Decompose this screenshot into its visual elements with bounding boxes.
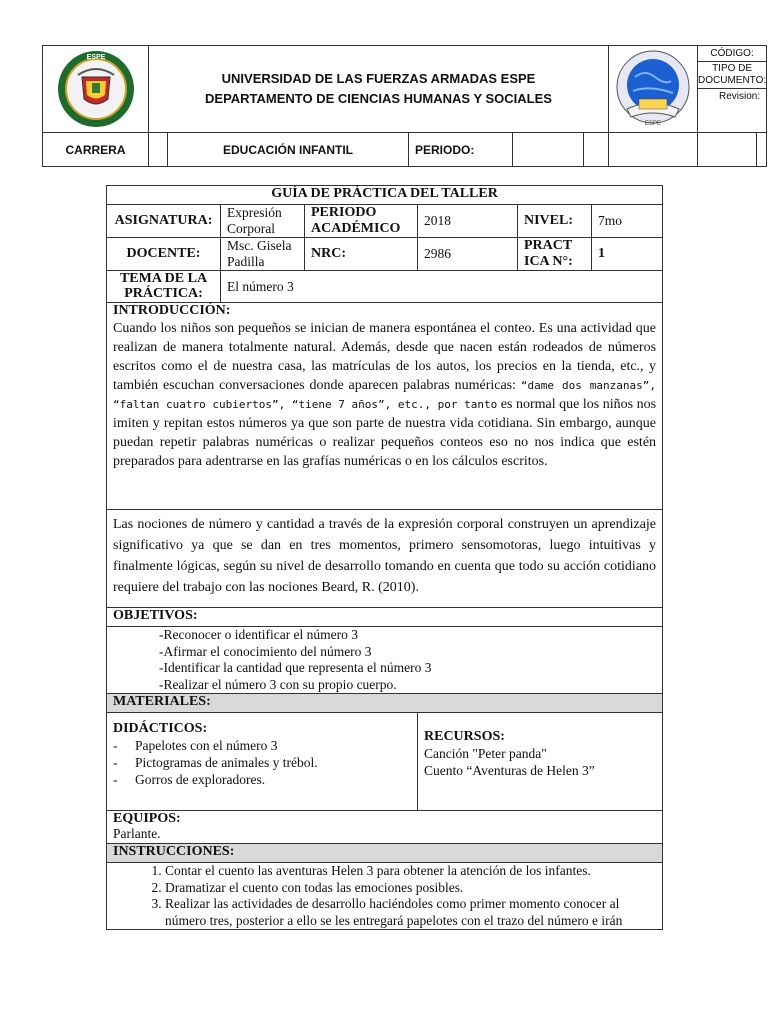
nivel-value: 7mo	[592, 205, 663, 238]
recurso-item: Cuento “Aventuras de Helen 3”	[424, 763, 595, 778]
list-item: 2. Dramatizar el cuento con todas las emociones posibles.	[165, 880, 656, 897]
objetivos-heading: OBJETIVOS:	[107, 608, 663, 627]
tema-value: El número 3	[221, 271, 663, 303]
practica-value: 1	[592, 238, 663, 271]
periodo-academico-label: PERIODO ACADÉMICO	[305, 205, 418, 238]
periodo-academico-value: 2018	[418, 205, 518, 238]
equipos-section	[107, 811, 663, 844]
list-item: - Gorros de exploradores.	[113, 772, 266, 787]
recursos-heading: RECURSOS:	[424, 729, 505, 744]
instrucciones-list-cell	[107, 863, 663, 930]
asignatura-label: ASIGNATURA:	[107, 205, 221, 238]
recursos-cell	[418, 713, 663, 811]
didacticos-cell	[107, 713, 418, 811]
introduccion-paragraph-2: Las nociones de número y cantidad a través de la expresión corporal construyen un aprendizaje significativo ya que se dan en tres momentos, primero sensomotoras, luego intuitivas y finalmente lógicas, según su nivel de desarrollo tomando en cuenta que todo su acción cotidiano requiere del trabajo con las nociones Beard, R. (2010).	[113, 517, 657, 595]
introduccion-paragraph-2-cell	[107, 510, 663, 608]
svg-text:ESPE: ESPE	[644, 121, 662, 127]
espe-crest-logo	[56, 49, 136, 129]
didacticos-heading: DIDÁCTICOS:	[113, 721, 208, 736]
header-title-cell	[149, 46, 609, 133]
introduccion-paragraph-1: Cuando los niños son pequeños se inician de manera espontánea el conteo. Es una actividad que realizan de manera totalmente natural. Además, desde que nacen están rodeados de números escritos como el de nuestra casa, las matrículas de los autos, los precios en la tienda, etc., y también escuchan conversaciones donde aparecen palabras numéricas: “dame dos manzanas”, “faltan cuatro cubiertos”, “tiene 7 años”, etc., por tanto es normal que los niños nos imiten y repitan estos números ya que son parte de nuestra vida cotidiana. Sin embargo, aunque puedan repetir palabras numéricas o realizar pequeños conteos eso no nos indica que estén preparados para adentrarse en las grafías numéricas o en los cálculos escritos.	[113, 321, 657, 469]
tipo-documento-label: TIPO DE DOCUMENTO:	[698, 61, 766, 88]
practice-guide-table	[106, 185, 663, 930]
recurso-item: Canción "Peter panda"	[424, 746, 547, 761]
tema-label: TEMA DE LA PRÁCTICA:	[107, 271, 221, 303]
numeric-phrases-quote: “dame dos manzanas”, “faltan cuatro cubiertos”, “tiene 7 años”, etc., por tanto	[113, 379, 657, 411]
introduccion-heading: INTRODUCCIÓN:	[113, 303, 231, 318]
materiales-heading: MATERIALES:	[107, 694, 663, 713]
carrera-value-cell	[149, 133, 409, 167]
codigo-label: CÓDIGO:	[698, 46, 766, 61]
objetivos-list	[107, 627, 663, 694]
list-item: - Papelotes con el número 3	[113, 738, 278, 753]
document-code-block	[698, 46, 767, 133]
asignatura-value: Expresión Corporal	[221, 205, 305, 238]
docente-value: Msc. Gisela Padilla	[221, 238, 305, 271]
equipos-heading: EQUIPOS:	[113, 811, 181, 826]
nivel-label: NIVEL:	[518, 205, 592, 238]
objetivo-item: -Reconocer o identificar el número 3	[159, 627, 359, 642]
objetivo-item: -Identificar la cantidad que representa el número 3	[159, 660, 432, 675]
periodo-label: PERIODO:	[409, 133, 513, 167]
department-name: DEPARTAMENTO DE CIENCIAS HUMANAS Y SOCIALES	[205, 91, 552, 106]
revision-label: Revision:	[719, 90, 761, 102]
list-item: 3. Realizar las actividades de desarrollo haciéndoles como primer momento conocer al número tres, posterior a ello se les entregará papelotes con el trazo del número e irán	[165, 896, 656, 929]
nrc-value: 2986	[418, 238, 518, 271]
list-item: 1. Contar el cuento las aventuras Helen 3 para obtener la atención de los infantes.	[165, 863, 656, 880]
department-globe-logo	[609, 47, 697, 131]
instrucciones-list	[113, 863, 656, 929]
objetivo-item: -Afirmar el conocimiento del número 3	[159, 643, 372, 659]
docente-label: DOCENTE:	[107, 238, 221, 271]
objetivo-item: -Realizar el número 3 con su propio cuerpo.	[159, 676, 397, 692]
university-name: UNIVERSIDAD DE LAS FUERZAS ARMADAS ESPE	[221, 71, 536, 86]
practica-label: PRACT ICA N°:	[518, 238, 592, 271]
instrucciones-heading: INSTRUCCIONES:	[107, 844, 663, 863]
carrera-value: EDUCACIÓN INFANTIL	[223, 142, 353, 157]
svg-text:ESPE: ESPE	[86, 54, 105, 61]
list-item: - Pictogramas de animales y trébol.	[113, 755, 318, 770]
carrera-label: CARRERA	[43, 133, 149, 167]
didacticos-list	[113, 737, 411, 788]
equipos-value: Parlante.	[113, 826, 161, 841]
document-header	[42, 45, 767, 167]
guide-title: GUÍA DE PRÁCTICA DEL TALLER	[107, 186, 663, 205]
periodo-value-cell	[513, 133, 609, 167]
dept-logo-cell	[609, 46, 698, 133]
nrc-label: NRC:	[305, 238, 418, 271]
espe-logo-cell	[43, 46, 149, 133]
introduccion-section	[107, 303, 663, 510]
